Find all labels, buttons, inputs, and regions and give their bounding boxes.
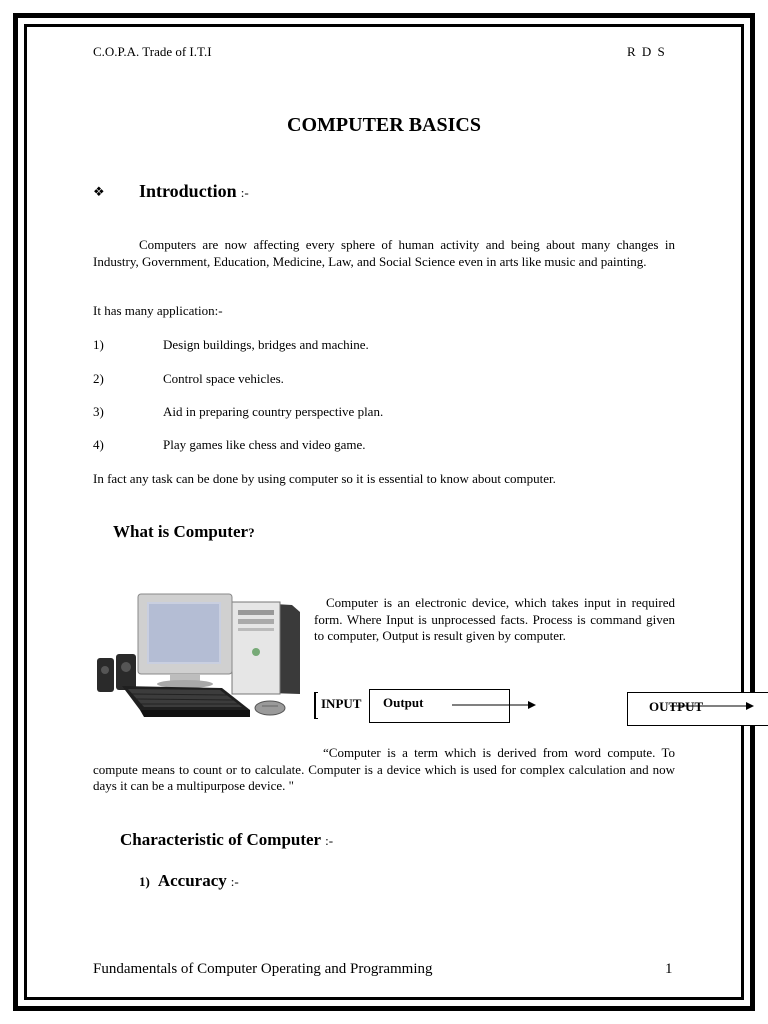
application-text: Control space vehicles. [163,371,284,386]
introduction-heading [139,181,249,202]
process-label: Output [383,695,424,710]
computer-illustration [92,590,307,725]
accuracy-number: 1) [139,874,150,889]
characteristics-heading [120,830,333,850]
page-number: 1 [665,961,673,977]
page-border-inner [24,24,744,1000]
arrow-right-icon [668,699,758,713]
what-is-computer-heading [113,522,255,542]
header-right: R D S [627,44,665,59]
diamond-bullet-icon: ❖ [93,184,105,199]
application-text: Design buildings, bridges and machine. [163,337,369,352]
characteristics-heading-suffix: :- [325,833,334,848]
application-text: Play games like chess and video game. [163,437,366,452]
introduction-heading-suffix: :- [240,185,249,200]
page-title: COMPUTER BASICS [287,114,481,136]
accuracy-heading [139,871,239,891]
output-label: OUTPUT [649,699,704,714]
application-number: 1) [93,337,104,352]
introduction-conclusion: In fact any task can be done by using computer so it is essential to know about computer. [93,471,556,486]
characteristics-heading-text: Characteristic of Computer [120,830,322,849]
input-box-edge [314,692,318,719]
accuracy-heading-text: Accuracy [157,871,227,890]
what-is-computer-heading-text: What is Computer [113,522,249,541]
introduction-paragraph: Computers are now affecting every sphere of human activity and being about many changes in Industry, Government, Education, Medicine, Law, and Social Science even in arts like music and painting. [93,237,675,269]
arrow-right-icon [450,698,540,712]
applications-intro: It has many application:- [93,303,223,318]
application-number: 2) [93,371,104,386]
footer-text: Fundamentals of Computer Operating and Programming [93,961,433,977]
application-number: 3) [93,404,104,419]
accuracy-heading-suffix: :- [230,874,239,889]
what-is-computer-heading-suffix: ? [248,525,255,540]
computer-definition: “Computer is a term which is derived from word compute. To compute means to count or to calculate. Computer is a device which is used for complex calculation and now days it can be a multipurpose device. " [93,745,675,793]
header-left: C.O.P.A. Trade of I.T.I [93,44,212,59]
application-text: Aid in preparing country perspective plan. [163,404,384,419]
computer-description: Computer is an electronic device, which takes input in required form. Where Input is unprocessed facts. Process is command given to computer, Output is result given by computer. [314,595,675,643]
application-number: 4) [93,437,104,452]
introduction-heading-text: Introduction [139,181,237,201]
input-label: INPUT [321,696,362,711]
